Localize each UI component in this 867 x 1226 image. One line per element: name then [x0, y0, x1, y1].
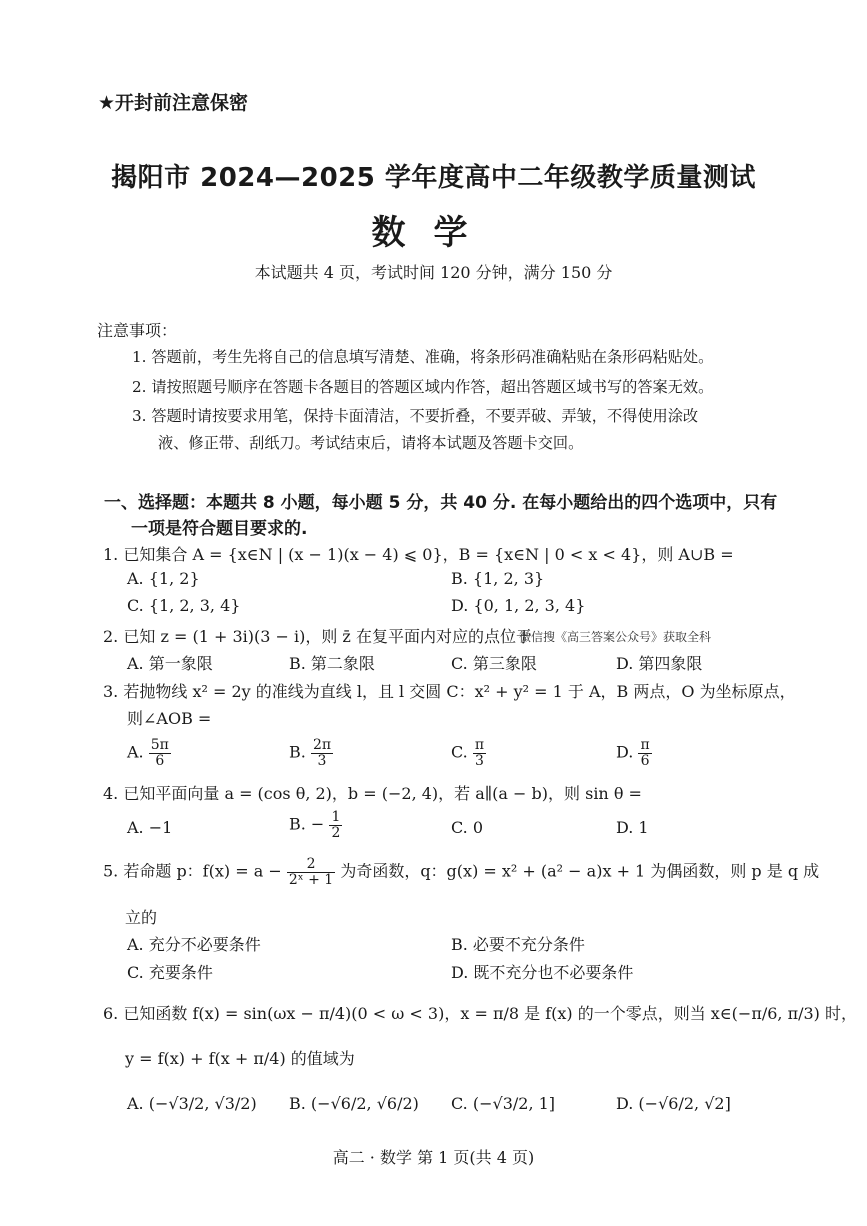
q4-option-c: C. 0: [451, 818, 484, 837]
question-4-stem: 4. 已知平面向量 a = (cos θ, 2)，b = (−2, 4)，若 a∥(a − b)，则 sin θ =: [103, 784, 642, 803]
q4-option-b: B. − $\frac{1}{2}$: [289, 809, 341, 841]
subject-title: 数学: [371, 213, 496, 253]
question-3-stem: 3. 若抛物线 x² = 2y 的准线为直线 l，且 l 交圆 C：x² + y² = 1 于 A，B 两点，O 为坐标原点，: [103, 682, 796, 701]
question-3-stem-cont: 则∠AOB =: [127, 709, 212, 728]
exam-title: 揭阳市 2024—2025 学年度高中二年级教学质量测试: [111, 163, 756, 193]
q6-option-a: A. (−√3/2, √3/2): [127, 1094, 257, 1113]
question-6-stem: 6. 已知函数 f(x) = sin(ωx − π/4)(0 < ω < 3)，x = π/8 是 f(x) 的一个零点，则当 x∈(−π/6, π/3) 时，: [103, 1004, 857, 1023]
q3-option-d: D. $\frac{\pi}{6}$: [616, 737, 650, 769]
page-footer: 高二 · 数学 第 1 页(共 4 页): [332, 1148, 535, 1167]
section-heading: 一、选择题：本题共 8 小题，每小题 5 分，共 40 分. 在每小题给出的四个选项中，只有: [104, 493, 778, 513]
q6-option-d: D. (−√6/2, √2]: [616, 1094, 731, 1113]
notice-heading: 注意事项：: [97, 321, 178, 340]
question-2-stem: 2. 已知 z = (1 + 3i)(3 − i)，则 z̄ 在复平面内对应的点位于: [103, 627, 532, 646]
section-heading-cont: 一项是符合题目要求的.: [131, 519, 308, 539]
notice-item: 1. 答题前，考生先将自己的信息填写清楚、准确，将条形码准确粘贴在条形码粘贴处。: [132, 348, 714, 366]
confidential-mark: ★开封前注意保密: [98, 92, 249, 114]
notice-item: 2. 请按照题号顺序在答题卡各题目的答题区域内作答，超出答题区域书写的答案无效。: [132, 378, 714, 396]
q3-option-b: B. $\frac{2\pi}{3}$: [289, 737, 332, 769]
question-1-stem: 1. 已知集合 A = {x∈N | (x − 1)(x − 4) ⩽ 0}，B = {x∈N | 0 < x < 4}，则 A∪B =: [103, 545, 734, 564]
q5-option-d: D. 既不充分也不必要条件: [451, 963, 634, 982]
q1-option-b: B. {1, 2, 3}: [451, 569, 545, 588]
q2-option-c: C. 第三象限: [451, 654, 537, 673]
q5-option-c: C. 充要条件: [127, 963, 213, 982]
q6-option-b: B. (−√6/2, √6/2): [289, 1094, 419, 1113]
q5-option-b: B. 必要不充分条件: [451, 935, 585, 954]
q2-option-d: D. 第四象限: [616, 654, 703, 673]
q2-option-a: A. 第一象限: [127, 654, 213, 673]
q3-option-a: A. $\frac{5\pi}{6}$: [127, 737, 169, 769]
notice-item: 3. 答题时请按要求用笔，保持卡面清洁，不要折叠，不要弄破、弄皱，不得使用涂改: [132, 407, 699, 425]
watermark-text: 微信搜《高三答案公众号》获取全科: [519, 630, 712, 644]
q1-option-c: C. {1, 2, 3, 4}: [127, 596, 241, 615]
question-6-stem-cont: y = f(x) + f(x + π/4) 的值域为: [125, 1049, 355, 1068]
q1-option-d: D. {0, 1, 2, 3, 4}: [451, 596, 586, 615]
notice-item: 液、修正带、刮纸刀。考试结束后，请将本试题及答题卡交回。: [158, 434, 584, 452]
q3-option-c: C. $\frac{\pi}{3}$: [451, 737, 485, 769]
question-5-stem: 5. 若命题 p：f(x) = a − $\frac{2}{\text{2ˣ + 1}}$ 为奇函数，q：g(x) = x² + (a² − a)x + 1 为偶函数，则 p 是 q 成: [103, 856, 820, 888]
q5-option-a: A. 充分不必要条件: [127, 935, 261, 954]
q1-option-a: A. {1, 2}: [127, 569, 200, 588]
q4-option-a: A. −1: [127, 818, 173, 837]
q2-option-b: B. 第二象限: [289, 654, 375, 673]
q6-option-c: C. (−√3/2, 1]: [451, 1094, 556, 1113]
question-5-stem-cont: 立的: [125, 908, 158, 927]
q4-option-d: D. 1: [616, 818, 649, 837]
exam-info: 本试题共 4 页，考试时间 120 分钟，满分 150 分: [254, 263, 613, 282]
